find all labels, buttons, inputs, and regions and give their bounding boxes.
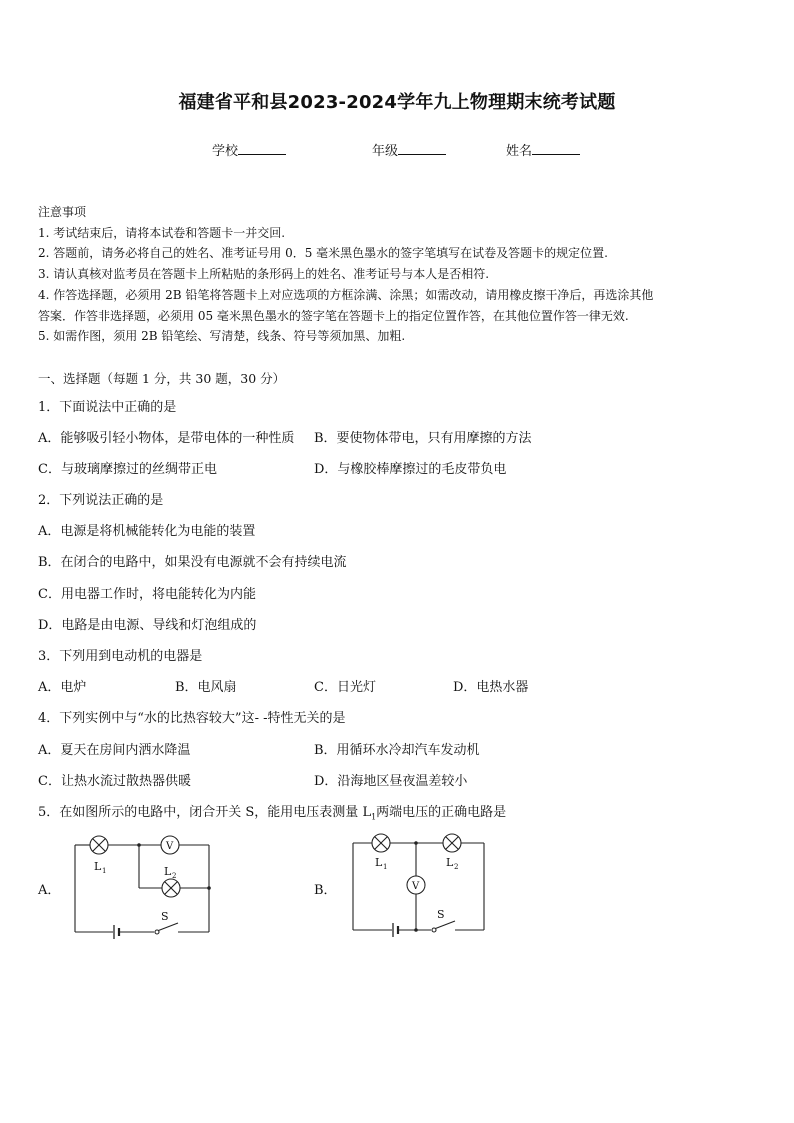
notes-item: 1. 考试结束后，请将本试卷和答题卡一并交回. <box>38 225 286 240</box>
school-blank[interactable] <box>238 142 286 155</box>
lamp-l2-label: L <box>164 865 172 878</box>
q3-stem: 3．下列用到电动机的电器是 <box>38 649 203 664</box>
name-label: 姓名 <box>506 144 533 159</box>
lamp-l2-icon <box>443 834 461 852</box>
battery-icon <box>393 923 398 937</box>
page-title: 福建省平和县2023-2024学年九上物理期末统考试题 <box>178 92 616 113</box>
q1-option-a[interactable]: A．能够吸引轻小物体，是带电体的一种性质 <box>38 431 295 446</box>
switch-icon <box>155 923 178 934</box>
voltmeter-label: V <box>166 841 174 852</box>
grade-label: 年级 <box>372 144 399 159</box>
notes-block <box>38 202 653 347</box>
lamp-l2-label: L <box>446 856 454 869</box>
q2-option-d[interactable]: D．电路是由电源、导线和灯泡组成的 <box>38 618 257 633</box>
q1-option-b[interactable]: B．要使物体带电，只有用摩擦的方法 <box>314 431 532 446</box>
q2-option-b[interactable]: B．在闭合的电路中，如果没有电源就不会有持续电流 <box>38 555 347 570</box>
lamp-l1-label: L <box>375 856 383 869</box>
notes-item: 答案．作答非选择题，必须用 05 毫米黑色墨水的签字笔在答题卡上的指定位置作答，在其他位置作答一律无效. <box>38 308 629 323</box>
q4-option-c[interactable]: C．让热水流过散热器供暖 <box>38 774 191 789</box>
lamp-l2-sub: 2 <box>172 872 177 880</box>
q1-option-d[interactable]: D．与橡胶棒摩擦过的毛皮带负电 <box>314 462 507 477</box>
q5-option-b[interactable]: B． <box>314 883 337 898</box>
grade-field[interactable] <box>372 140 446 159</box>
q4-stem: 4．下列实例中与“水的比热容较大”这- -特性无关的是 <box>38 711 346 726</box>
school-field[interactable] <box>212 140 286 159</box>
circuit-diagram-b[interactable] <box>345 828 493 940</box>
q2-stem: 2．下列说法正确的是 <box>38 493 164 508</box>
grade-blank[interactable] <box>398 142 446 155</box>
name-field[interactable] <box>506 140 580 159</box>
notes-item: 4. 作答选择题，必须用 2B 铅笔将答题卡上对应选项的方框涂满、涂黑；如需改动，请用橡皮擦干净后，再选涂其他 <box>38 287 654 302</box>
lamp-l1-sub: 1 <box>383 863 388 871</box>
q1-stem: 1．下面说法中正确的是 <box>38 400 177 415</box>
lamp-l1-sub: 1 <box>102 867 107 875</box>
q4-option-a[interactable]: A．夏天在房间内洒水降温 <box>38 743 191 758</box>
lamp-l1-label: L <box>94 860 102 873</box>
q4-option-d[interactable]: D．沿海地区昼夜温差较小 <box>314 774 468 789</box>
battery-icon <box>114 925 119 939</box>
lamp-l2-icon <box>162 879 180 897</box>
switch-icon <box>432 921 455 932</box>
school-label: 学校 <box>212 144 239 159</box>
lamp-l1-icon <box>90 836 108 854</box>
q4-option-b[interactable]: B．用循环水冷却汽车发动机 <box>314 743 480 758</box>
q3-option-a[interactable]: A．电炉 <box>38 680 87 695</box>
voltmeter-label: V <box>412 881 420 892</box>
switch-label: S <box>161 910 169 923</box>
lamp-l1-icon <box>372 834 390 852</box>
notes-item: 3. 请认真核对监考员在答题卡上所粘贴的条形码上的姓名、准考证号与本人是否相符. <box>38 267 490 282</box>
q5-option-a[interactable]: A． <box>38 883 61 898</box>
circuit-diagram-a[interactable] <box>66 828 218 940</box>
switch-label: S <box>437 908 445 921</box>
section-heading: 一、选择题（每题 1 分，共 30 题，30 分） <box>38 371 286 386</box>
notes-item: 5. 如需作图，须用 2B 铅笔绘、写清楚，线条、符号等须加黑、加粗. <box>38 329 406 344</box>
q1-option-c[interactable]: C．与玻璃摩擦过的丝绸带正电 <box>38 462 217 477</box>
q3-option-c[interactable]: C．日光灯 <box>314 680 376 695</box>
q2-option-a[interactable]: A．电源是将机械能转化为电能的装置 <box>38 524 256 539</box>
q3-option-b[interactable]: B．电风扇 <box>175 680 237 695</box>
notes-item: 2. 答题前，请务必将自己的姓名、准考证号用 0．5 毫米黑色墨水的签字笔填写在试卷及答题卡的规定位置. <box>38 246 608 261</box>
lamp-l2-sub: 2 <box>454 863 459 871</box>
q3-option-d[interactable]: D．电热水器 <box>453 680 529 695</box>
name-blank[interactable] <box>532 142 580 155</box>
q2-option-c[interactable]: C．用电器工作时，将电能转化为内能 <box>38 587 256 602</box>
q5-stem: 5．在如图所示的电路中，闭合开关 S，能用电压表测量 $L_1$两端电压的正确电路是 <box>38 805 507 822</box>
notes-heading: 注意事项 <box>38 205 87 219</box>
